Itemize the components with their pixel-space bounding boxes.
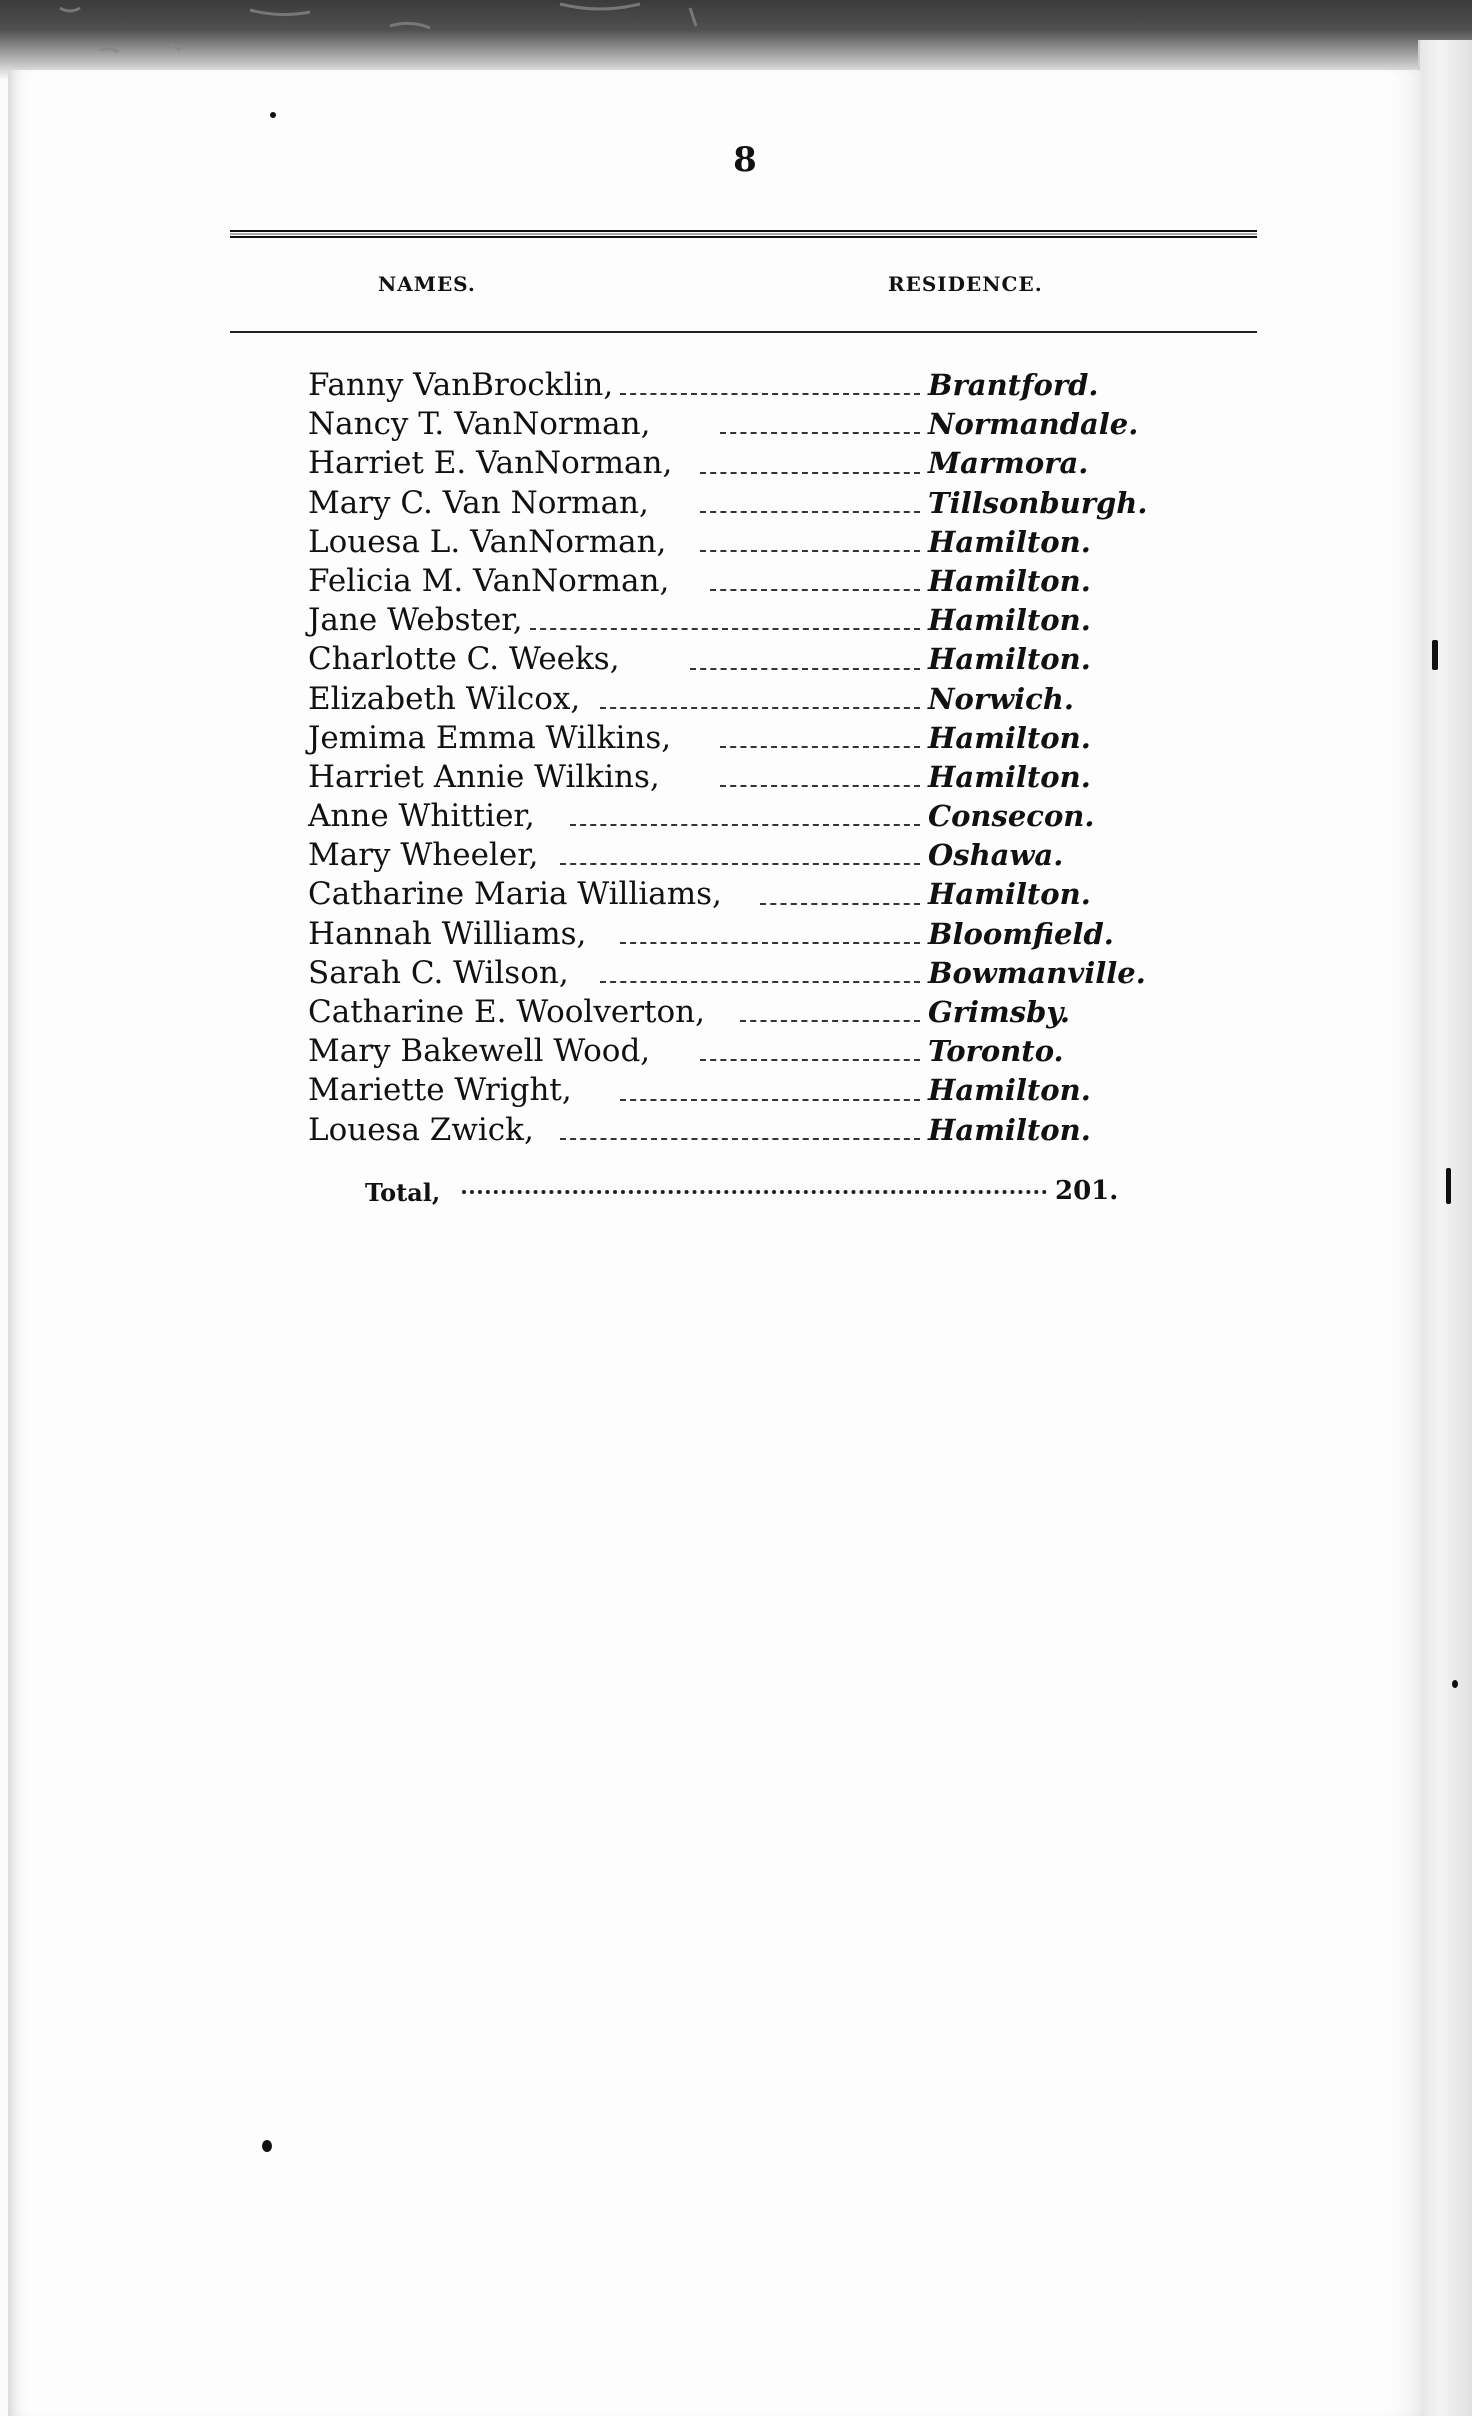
- dot-leader: [720, 393, 920, 434]
- print-speck: [270, 112, 276, 118]
- student-name: Mary C. Van Norman,: [308, 484, 649, 521]
- student-name: Jane Webster,: [308, 602, 523, 639]
- student-name: Hannah Williams,: [308, 915, 587, 952]
- dot-leader: [720, 746, 920, 787]
- total-value: 201.: [1055, 1176, 1119, 1206]
- student-residence: Bowmanville.: [928, 955, 1146, 990]
- dot-leader: [710, 550, 920, 591]
- header-double-rule: [230, 228, 1257, 240]
- print-speck: [262, 2140, 272, 2152]
- student-name: Sarah C. Wilson,: [308, 954, 569, 991]
- student-name: Louesa Zwick,: [308, 1111, 534, 1148]
- print-speck: [1432, 640, 1438, 670]
- student-name: Catharine Maria Williams,: [308, 876, 722, 913]
- student-name: Mariette Wright,: [308, 1072, 572, 1109]
- student-name: Jemima Emma Wilkins,: [308, 719, 672, 756]
- total-label: Total,: [365, 1178, 441, 1207]
- student-residence: Marmora.: [928, 446, 1089, 481]
- dot-leader: [530, 589, 920, 630]
- dot-leader: [620, 903, 920, 944]
- student-residence: Bloomfield.: [928, 916, 1114, 951]
- roster-row: [300, 1111, 1160, 1150]
- student-name: Harriet E. VanNorman,: [308, 445, 673, 482]
- dot-leader: [700, 511, 920, 552]
- student-residence: Grimsby.: [928, 995, 1070, 1029]
- student-name: Mary Wheeler,: [308, 837, 539, 874]
- dot-leader: [600, 942, 920, 983]
- dot-leader: [740, 981, 920, 1022]
- student-residence: Hamilton.: [928, 603, 1091, 638]
- student-residence: Hamilton.: [928, 877, 1091, 912]
- total-dot-leader: [462, 1190, 1047, 1194]
- print-speck: [1452, 1680, 1458, 1688]
- student-residence: Hamilton.: [928, 1112, 1091, 1147]
- student-name: Harriet Annie Wilkins,: [308, 758, 660, 795]
- student-residence: Brantford.: [928, 368, 1099, 402]
- student-name: Anne Whittier,: [308, 798, 535, 835]
- student-residence: Hamilton.: [928, 720, 1091, 755]
- student-name: Louesa L. VanNorman,: [308, 523, 667, 560]
- dot-leader: [690, 628, 920, 669]
- student-residence: Normandale.: [928, 407, 1139, 442]
- dot-leader: [560, 1099, 920, 1140]
- header-rule: [230, 330, 1257, 334]
- student-residence: Tillsonburgh.: [928, 485, 1148, 520]
- student-residence: Norwich.: [928, 681, 1074, 716]
- dot-leader: [620, 354, 920, 395]
- student-residence: Hamilton.: [928, 563, 1091, 598]
- student-residence: Toronto.: [928, 1034, 1064, 1069]
- dot-leader: [760, 863, 920, 904]
- student-name: Fanny VanBrocklin,: [308, 367, 614, 403]
- adjacent-page-edge: [1418, 40, 1472, 2416]
- print-speck: [1446, 1168, 1451, 1204]
- student-residence: Oshawa.: [928, 838, 1064, 873]
- student-residence: Hamilton.: [928, 759, 1091, 794]
- student-name: Felicia M. VanNorman,: [308, 562, 670, 599]
- dot-leader: [600, 668, 920, 709]
- roster-row: [300, 954, 1160, 993]
- dot-leader: [720, 707, 920, 748]
- dot-leader: [700, 472, 920, 513]
- column-header-residence: RESIDENCE.: [888, 272, 1043, 296]
- dot-leader: [700, 1020, 920, 1061]
- student-name: Charlotte C. Weeks,: [308, 641, 620, 678]
- dot-leader: [560, 824, 920, 865]
- student-residence: Hamilton.: [928, 642, 1091, 677]
- roster-list: [300, 366, 1160, 1150]
- page-number: 8: [733, 140, 757, 180]
- student-name: Elizabeth Wilcox,: [308, 680, 581, 717]
- column-header-names: NAMES.: [378, 272, 476, 296]
- student-name: Catharine E. Woolverton,: [308, 994, 705, 1030]
- dot-leader: [620, 1059, 920, 1100]
- roster-row: [300, 836, 1160, 875]
- student-residence: Hamilton.: [928, 1073, 1091, 1108]
- student-residence: Hamilton.: [928, 524, 1091, 559]
- dot-leader: [570, 785, 920, 826]
- handwriting-scrawl: [0, 0, 1472, 60]
- student-name: Nancy T. VanNorman,: [308, 406, 651, 443]
- student-residence: Consecon.: [928, 799, 1095, 834]
- student-name: Mary Bakewell Wood,: [308, 1033, 651, 1070]
- dot-leader: [700, 432, 920, 473]
